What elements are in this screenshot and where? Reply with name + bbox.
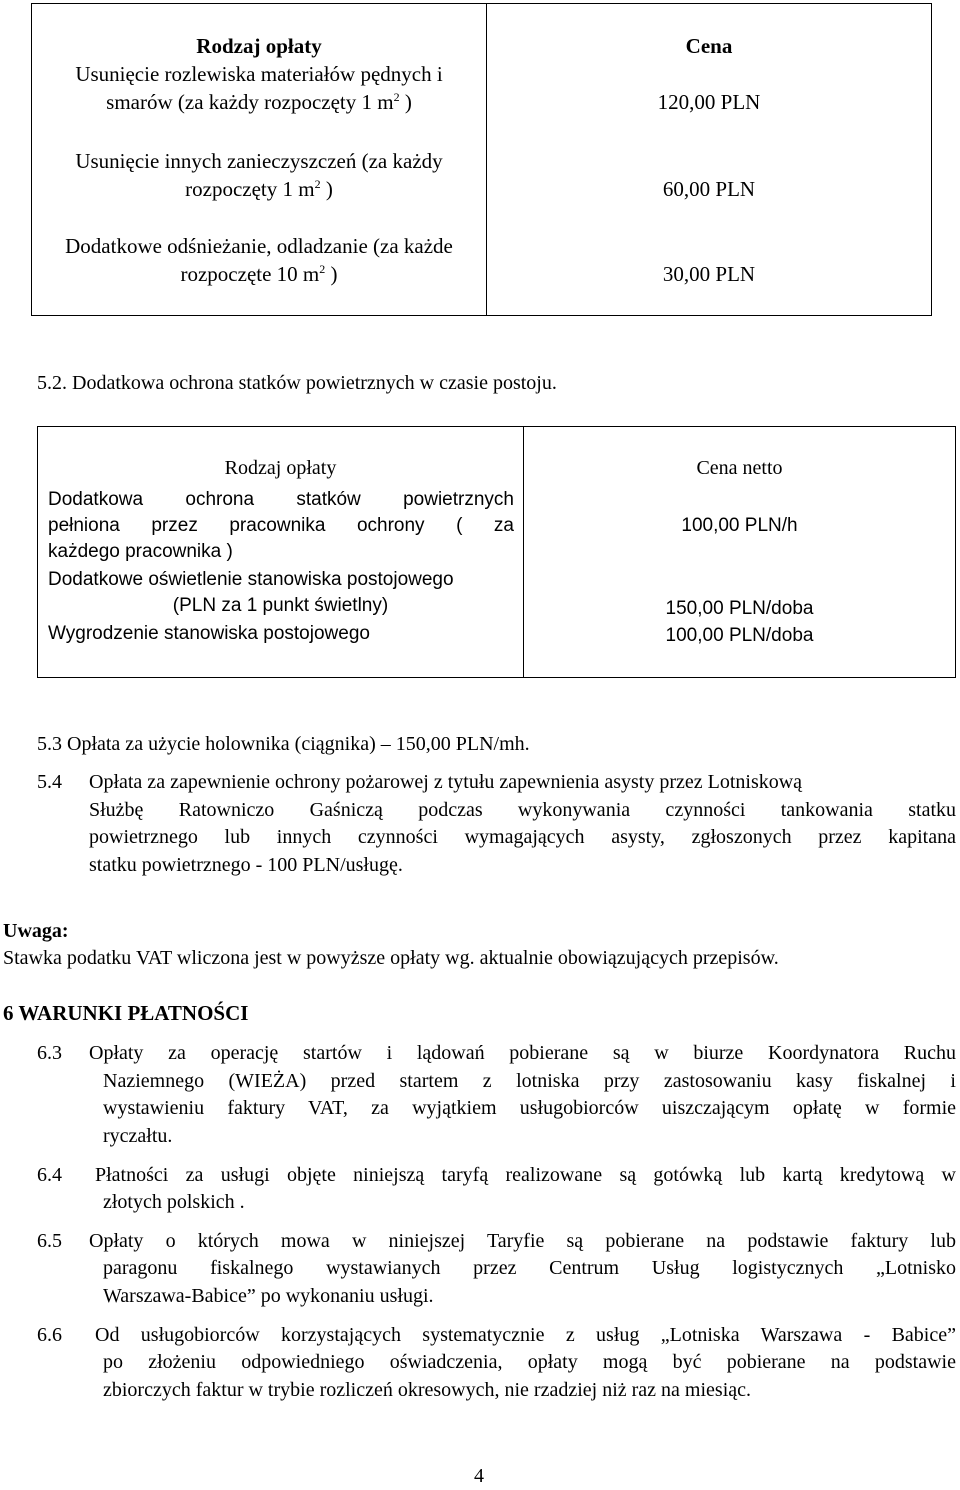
paragraph-5-4-number: 5.4 bbox=[37, 771, 62, 793]
table2-row-3-line1: Wygrodzenie stanowiska postojowego bbox=[48, 623, 370, 644]
table2-row-3-price: 100,00 PLN/doba bbox=[665, 625, 814, 646]
paragraph-5-4-line3: powietrznego lub innych czynności wymagających asysty, zgłoszonych przez kapitana bbox=[89, 826, 956, 848]
table2-row-1-line3: każdego pracownika ) bbox=[48, 541, 233, 562]
note-label: Uwaga: bbox=[3, 920, 69, 942]
table2-row-2-line2: (PLN za 1 punkt świetlny) bbox=[172, 595, 389, 616]
table-row-3-desc-line2: rozpoczęte 10 $m^2$ ) bbox=[180, 262, 338, 286]
table-row-3-desc-line1: Dodatkowe odśnieżanie, odladzanie (za każde bbox=[65, 234, 453, 258]
paragraph-6-3-line4: ryczałtu. bbox=[103, 1125, 173, 1147]
paragraph-6-3-line3: wystawieniu faktury VAT, za wyjątkiem usługobiorców uiszczającym opłatę w formie bbox=[103, 1097, 956, 1119]
paragraph-6-6-line3: zbiorczych faktur w trybie rozliczeń okresowych, nie rzadziej niż raz na miesiąc. bbox=[103, 1379, 752, 1401]
table2-row-1-line2: pełniona przez pracownika ochrony ( za bbox=[48, 515, 514, 536]
table2-row-2-price: 150,00 PLN/doba bbox=[665, 598, 814, 619]
paragraph-5-4-line1: Opłata za zapewnienie ochrony pożarowej z tytułu zapewnienia asysty przez Lotniskową bbox=[89, 771, 803, 793]
paragraph-6-3-line1: Opłaty za operację startów i lądowań pobierane są w biurze Koordynatora Ruchu bbox=[89, 1042, 956, 1064]
note-text: Stawka podatku VAT wliczona jest w powyższe opłaty wg. aktualnie obowiązujących przepisów. bbox=[3, 947, 779, 969]
table-row-2-desc-line1: Usunięcie innych zanieczyszczeń (za każdy bbox=[75, 149, 443, 173]
paragraph-6-6-line1: Od usługobiorców korzystających systematycznie z usług „Lotniska Warszawa - Babice” bbox=[95, 1324, 956, 1346]
fee-table-main bbox=[31, 3, 932, 316]
table-row-2-price: 60,00 PLN bbox=[662, 177, 756, 201]
paragraph-6-5-line2: paragonu fiskalnego wystawianych przez Centrum Usług logistycznych „Lotnisko bbox=[103, 1257, 956, 1279]
paragraph-6-5-line3: Warszawa-Babice” po wykonaniu usługi. bbox=[103, 1285, 434, 1307]
table-header-type: Rodzaj opłaty bbox=[196, 34, 322, 58]
paragraph-6-6-number: 6.6 bbox=[37, 1324, 62, 1346]
fee-table-protection bbox=[37, 426, 956, 678]
paragraph-6-5-number: 6.5 bbox=[37, 1230, 62, 1252]
table-row-2-desc-line2: rozpoczęty 1 $m^2$ ) bbox=[185, 177, 333, 201]
table-row-1-price: 120,00 PLN bbox=[657, 90, 761, 114]
paragraph-6-4-line1: Płatności za usługi objęte niniejszą taryfą realizowane są gotówką lub kartą kredytową w bbox=[95, 1164, 956, 1186]
paragraph-6-4-number: 6.4 bbox=[37, 1164, 62, 1186]
section-6-heading: 6 WARUNKI PŁATNOŚCI bbox=[3, 1001, 249, 1025]
page-number: 4 bbox=[474, 1465, 484, 1487]
paragraph-6-3-line2: Naziemnego (WIEŻA) przed startem z lotniska przy zastosowaniu kasy fiskalnej i bbox=[103, 1070, 956, 1092]
paragraph-6-4-line2: złotych polskich . bbox=[103, 1191, 245, 1213]
table-header-type: Rodzaj opłaty bbox=[224, 457, 337, 479]
table2-row-1-price: 100,00 PLN/h bbox=[681, 515, 798, 536]
section-5-2-heading: 5.2. Dodatkowa ochrona statków powietrznych w czasie postoju. bbox=[37, 372, 557, 394]
table-header-price: Cena netto bbox=[696, 457, 783, 479]
paragraph-5-4-line4: statku powietrznego - 100 PLN/usługę. bbox=[89, 854, 403, 876]
table2-row-1-line1: Dodatkowa ochrona statków powietrznych bbox=[48, 489, 514, 510]
table-row-1-desc-line2: smarów (za każdy rozpoczęty 1 $m^2$ ) bbox=[106, 90, 412, 114]
table2-row-2-line1: Dodatkowe oświetlenie stanowiska postojowego bbox=[48, 569, 454, 590]
table-row-3-price: 30,00 PLN bbox=[662, 262, 756, 286]
paragraph-6-3-number: 6.3 bbox=[37, 1042, 62, 1064]
table-row-1-desc-line1: Usunięcie rozlewiska materiałów pędnych i bbox=[75, 62, 443, 86]
paragraph-5-3: 5.3 Opłata za użycie holownika (ciągnika) – 150,00 PLN/mh. bbox=[37, 733, 530, 755]
table-header-price: Cena bbox=[685, 34, 733, 58]
paragraph-6-6-line2: po złożeniu odpowiedniego oświadczenia, opłaty mogą być pobierane na podstawie bbox=[103, 1351, 956, 1373]
paragraph-6-5-line1: Opłaty o których mowa w niniejszej Taryfie są pobierane na podstawie faktury lub bbox=[89, 1230, 956, 1252]
paragraph-5-4-line2: Służbę Ratowniczo Gaśniczą podczas wykonywania czynności tankowania statku bbox=[89, 799, 956, 821]
